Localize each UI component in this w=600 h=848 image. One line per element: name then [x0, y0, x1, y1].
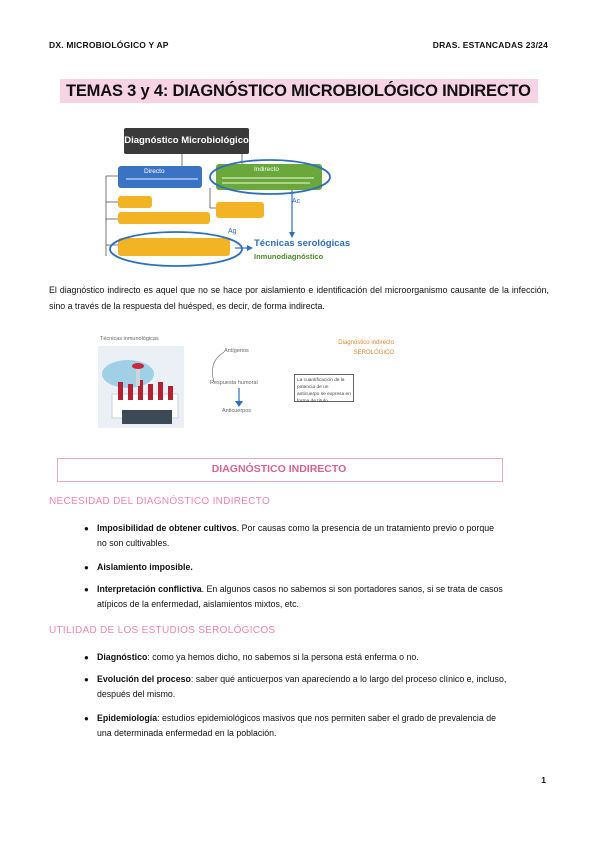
indirecto-oval	[208, 158, 332, 196]
intro-paragraph: El diagnóstico indirecto es aquel que no se hace por aislamiento e identificación del microorganismo causante de la infección, sino a través de la respuesta del huésped, es decir, de forma indirecta.	[49, 285, 549, 311]
utilidad-item-3-bold: Epidemiología	[97, 713, 158, 723]
title-quantification-box: La cuantificación de la potencia de un anticuerpo se expresa en forma de título.	[294, 374, 354, 402]
yellow-box-3	[118, 212, 210, 224]
header-right: DRAS. ESTANCADAS 23/24	[432, 40, 548, 50]
utilidad-item-1-bold: Diagnóstico	[97, 652, 148, 662]
yellow-box-1	[118, 196, 152, 208]
bullet-dot: ●	[84, 524, 89, 533]
utilidad-item-3-text: : estudios epidemiológicos masivos que nos permiten saber el grado de prevalencia de	[157, 713, 497, 723]
diagnostic-diagram	[102, 128, 362, 270]
respuesta-label: Respuesta humoral	[210, 380, 258, 386]
utilidad-item-2-text2: después del mismo.	[97, 689, 176, 699]
bullet-dot: ●	[84, 675, 89, 684]
diagram-root: Diagnóstico Microbiológico	[124, 128, 249, 154]
bullet-dot: ●	[84, 585, 89, 594]
necesidad-item-1-text: . Por causas como la presencia de un tratamiento previo o porque	[236, 523, 495, 533]
necesidad-item-1-bold: Imposibilidad de obtener cultivos	[97, 523, 237, 533]
section-title: DIAGNÓSTICO INDIRECTO	[211, 463, 347, 475]
utilidad-item-1	[84, 650, 557, 665]
necesidad-item-3-bold: Interpretación conflictiva	[97, 584, 202, 594]
necesidad-item-3-text: . En algunos casos no sabemos si son portadores sanos, si se trata de casos	[201, 584, 503, 594]
necesidad-item-2-bold: Aislamiento imposible.	[97, 562, 193, 572]
necesidad-item-3-text2: atípicos de la enfermedad, aislamientos mixtos, etc.	[97, 599, 299, 609]
inmunodiagnostico: Inmunodiagnóstico	[254, 252, 324, 261]
bullet-dot: ●	[84, 714, 89, 723]
utilidad-item-2-text: : saber qué anticuerpos van apareciendo a lo largo del proceso clínico e, incluso,	[190, 674, 507, 684]
utilidad-item-3	[84, 711, 557, 741]
photo-caption: Técnicas inmunológicas	[100, 336, 159, 342]
utilidad-item-1-text: : como ya hemos dicho, no sabemos si la persona está enferma o no.	[147, 652, 419, 662]
indirecto-label: Indirecto	[254, 166, 279, 173]
serologic-diagram	[98, 336, 404, 428]
serologico-title: SEROLÓGICO	[353, 350, 394, 356]
bullet-dot: ●	[84, 653, 89, 662]
header-left: DX. MICROBIOLÓGICO Y AP	[49, 40, 169, 50]
page-title: TEMAS 3 y 4: DIAGNÓSTICO MICROBIOLÓGICO INDIRECTO	[66, 82, 531, 100]
diag-indirecto-title: Diagnóstico indirecto	[338, 340, 394, 346]
yellow-box-2	[216, 202, 264, 218]
necesidad-item-1-text2: no son cultivables.	[97, 538, 170, 548]
ag-oval	[108, 230, 244, 268]
directo-text-placeholder	[126, 178, 198, 180]
diagram-directo	[118, 166, 202, 188]
ag-label: Ag	[228, 228, 237, 235]
utilidad-heading: UTILIDAD DE LOS ESTUDIOS SEROLÓGICOS	[49, 625, 276, 636]
bullet-dot: ●	[84, 563, 89, 572]
down-arrow	[234, 386, 244, 408]
utilidad-item-2-bold: Evolución del proceso	[97, 674, 191, 684]
lab-photo	[98, 346, 184, 428]
utilidad-item-3-text2: una determinada enfermedad en la población.	[97, 728, 277, 738]
necesidad-item-3	[84, 582, 557, 612]
lab-photo-illustration	[98, 346, 184, 428]
utilidad-item-2	[84, 672, 557, 702]
necesidad-item-1	[84, 521, 557, 551]
tecnicas-serologicas: Técnicas serológicas	[254, 238, 351, 249]
necesidad-heading: NECESIDAD DEL DIAGNÓSTICO INDIRECTO	[49, 496, 271, 507]
ac-label: Ac	[292, 198, 301, 205]
anticuerpos-label: Anticuerpos	[222, 408, 252, 414]
antigenos-label: Antígenos	[224, 348, 249, 354]
page-number: 1	[541, 775, 546, 785]
necesidad-item-2	[84, 560, 557, 575]
antigen-curve	[206, 350, 226, 384]
directo-label: Directo	[144, 168, 165, 175]
